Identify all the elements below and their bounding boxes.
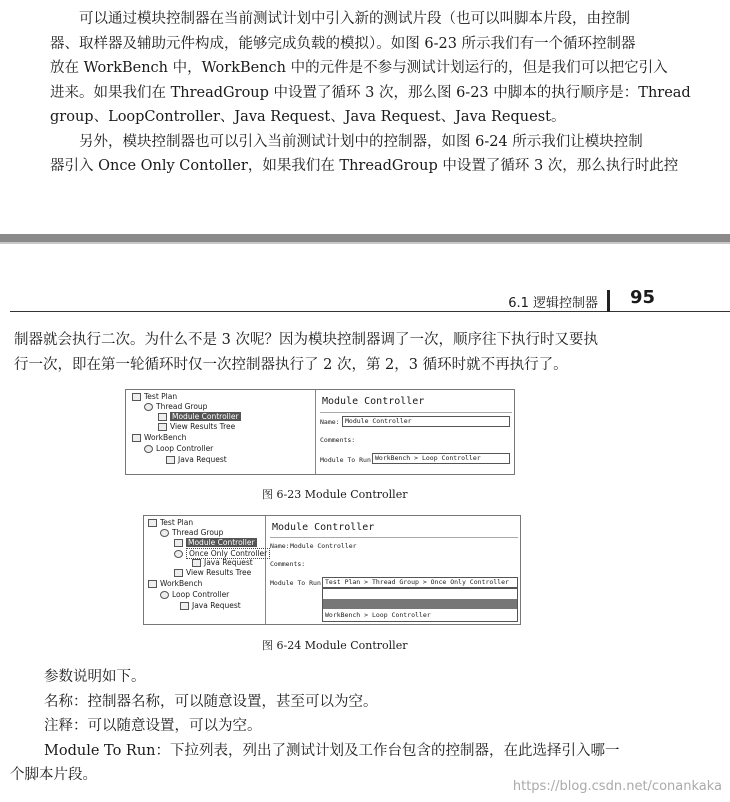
tree-item-test-plan[interactable]: Test Plan bbox=[148, 518, 193, 527]
module-to-run-select[interactable]: WorkBench > Loop Controller bbox=[372, 453, 510, 464]
dropdown-option[interactable] bbox=[323, 599, 517, 609]
header-divider bbox=[607, 290, 610, 312]
controller-icon bbox=[160, 591, 169, 599]
sampler-icon bbox=[180, 602, 189, 610]
watermark: https://blog.csdn.net/conankaka bbox=[512, 779, 722, 794]
workbench-icon bbox=[148, 580, 157, 588]
tree-item-loop-controller[interactable]: Loop Controller bbox=[160, 590, 229, 599]
module-to-run-select[interactable]: Test Plan > Thread Group > Once Only Controller bbox=[322, 577, 518, 588]
tree-item-java-request[interactable]: Java Request bbox=[192, 558, 253, 567]
paragraph-line: 名称：控制器名称，可以随意设置，甚至可以为空。 bbox=[44, 693, 378, 710]
bottom-text-block bbox=[0, 665, 730, 788]
controller-icon bbox=[144, 445, 153, 453]
panel-title: Module Controller bbox=[322, 396, 425, 407]
module-controller-panel bbox=[266, 516, 522, 624]
paragraph-line: 行一次，即在第一轮循环时仅一次控制器执行了 2 次，第 2，3 循环时就不再执行了。 bbox=[14, 356, 568, 373]
panel-divider bbox=[320, 412, 512, 413]
paragraph-line: 注释：可以随意设置，可以为空。 bbox=[44, 718, 262, 734]
figure-6-23 bbox=[125, 389, 515, 475]
panel-divider bbox=[270, 537, 518, 538]
tree-item-test-plan[interactable]: Test Plan bbox=[132, 392, 177, 401]
tree-item-thread-group[interactable]: Thread Group bbox=[144, 402, 207, 411]
module-to-run-label: Module To Run bbox=[320, 456, 371, 464]
testplan-icon bbox=[132, 393, 141, 401]
figure-6-24 bbox=[143, 515, 521, 625]
controller-icon bbox=[158, 413, 167, 421]
figure-6-23-caption: 图 6-23 Module Controller bbox=[262, 488, 408, 501]
testplan-icon bbox=[148, 519, 157, 527]
paragraph-line: 进来。如果我们在 ThreadGroup 中设置了循环 3 次，那么图 6-23 中脚本的执行顺序是：Thread bbox=[50, 84, 691, 101]
sampler-icon bbox=[166, 456, 175, 464]
paragraph-line: 制器就会执行二次。为什么不是 3 次呢？因为模块控制器调了一次，顺序往下执行时又要执 bbox=[14, 332, 598, 348]
controller-icon bbox=[174, 539, 183, 547]
workbench-icon bbox=[132, 434, 141, 442]
tree-panel bbox=[126, 390, 316, 474]
paragraph-line: 器引入 Once Only Contoller，如果我们在 ThreadGroup 中设置了循环 3 次，那么执行时此控 bbox=[50, 158, 679, 174]
paragraph-line: Module To Run：下拉列表，列出了测试计划及工作台包含的控制器，在此选择引入哪一 bbox=[44, 742, 620, 759]
tree-item-loop-controller[interactable]: Loop Controller bbox=[144, 444, 213, 453]
paragraph-line: 可以通过模块控制器在当前测试计划中引入新的测试片段（也可以叫脚本片段，由控制 bbox=[79, 11, 630, 27]
tree-item-module-controller[interactable]: Module Controller bbox=[158, 412, 241, 421]
controller-icon bbox=[174, 550, 183, 558]
tree-item-workbench[interactable]: WorkBench bbox=[132, 433, 186, 442]
module-to-run-label: Module To Run bbox=[270, 579, 321, 587]
module-dropdown-list bbox=[322, 588, 518, 622]
comments-label: Comments: bbox=[270, 560, 306, 568]
thread-group-icon bbox=[144, 403, 153, 411]
paragraph-line: 放在 WorkBench 中，WorkBench 中的元件是不参与测试计划运行的，但是我们可以把它引入 bbox=[50, 60, 668, 76]
tree-item-workbench[interactable]: WorkBench bbox=[148, 579, 202, 588]
name-label: Name: bbox=[320, 418, 340, 426]
tree-item-thread-group[interactable]: Thread Group bbox=[160, 528, 223, 537]
tree-item-view-results[interactable]: View Results Tree bbox=[158, 422, 235, 431]
name-field[interactable]: Module Controller bbox=[342, 416, 510, 427]
header-section-title: 6.1 逻辑控制器 bbox=[508, 296, 598, 311]
paragraph-line: group、LoopController、Java Request、Java Request、Java Request。 bbox=[50, 109, 566, 125]
running-header bbox=[10, 287, 730, 312]
tree-item-java-request[interactable]: Java Request bbox=[180, 601, 241, 610]
page-break-divider bbox=[0, 234, 730, 242]
paragraph-line: 另外，模块控制器也可以引入当前测试计划中的控制器，如图 6-24 所示我们让模块控制 bbox=[79, 133, 643, 150]
tree-item-module-controller[interactable]: Module Controller bbox=[174, 538, 257, 547]
name-value[interactable]: Module Controller bbox=[290, 542, 357, 550]
listener-icon bbox=[174, 569, 183, 577]
paragraph-line: 器、取样器及辅助元件构成，能够完成负载的模拟）。如图 6-23 所示我们有一个循环控制器 bbox=[50, 35, 636, 52]
tree-item-once-only-controller[interactable]: Once Only Controller bbox=[174, 548, 270, 559]
dropdown-option[interactable]: WorkBench > Loop Controller bbox=[325, 611, 431, 619]
paragraph-line: 个脚本片段。 bbox=[10, 767, 97, 783]
thread-group-icon bbox=[160, 529, 169, 537]
page-number: 95 bbox=[629, 287, 655, 308]
tree-item-java-request[interactable]: Java Request bbox=[166, 455, 227, 464]
sampler-icon bbox=[192, 559, 201, 567]
name-label: Name: bbox=[270, 542, 290, 550]
figure-6-24-caption: 图 6-24 Module Controller bbox=[262, 639, 408, 652]
tree-item-view-results[interactable]: View Results Tree bbox=[174, 568, 251, 577]
module-controller-panel bbox=[316, 390, 516, 474]
top-text-block bbox=[0, 7, 730, 179]
tree-panel bbox=[144, 516, 266, 624]
paragraph-line: 参数说明如下。 bbox=[44, 669, 146, 685]
panel-title: Module Controller bbox=[272, 522, 375, 533]
comments-label: Comments: bbox=[320, 436, 356, 444]
mid-text-block bbox=[0, 328, 730, 377]
listener-icon bbox=[158, 423, 167, 431]
